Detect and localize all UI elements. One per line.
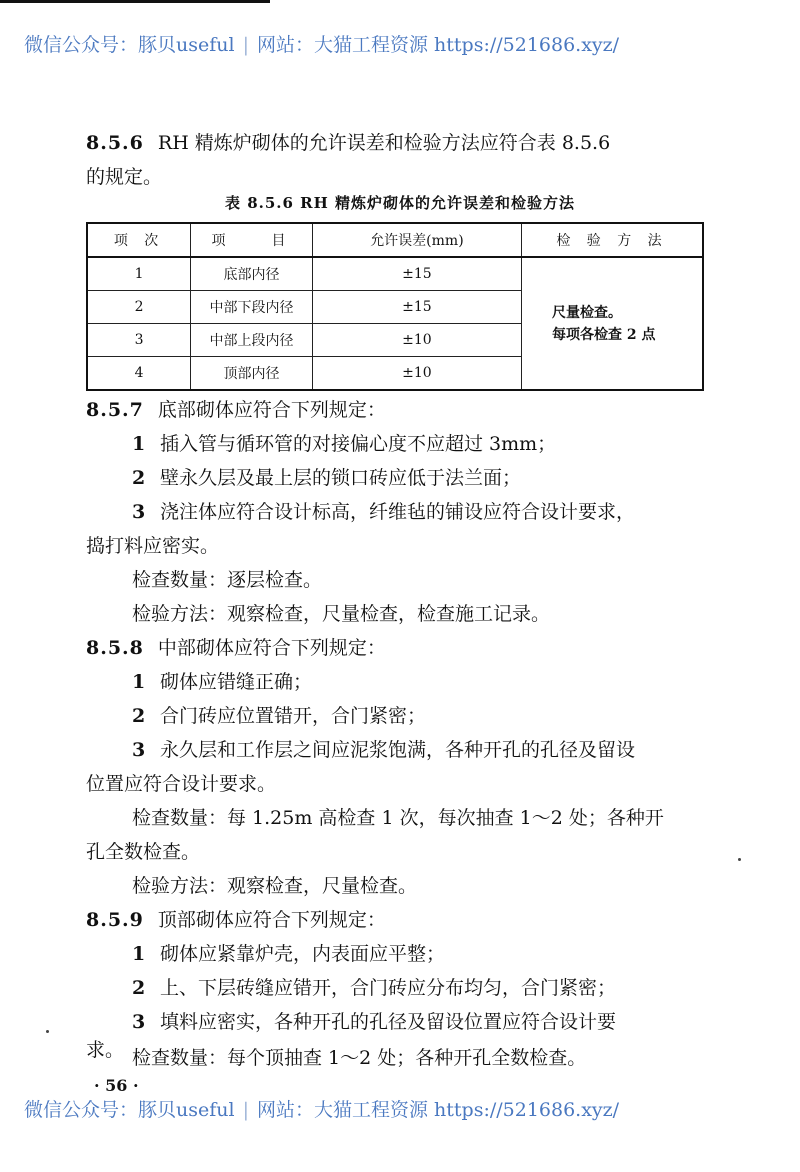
cell-tolerance: ±10	[312, 324, 521, 357]
item-number: 2	[132, 467, 146, 489]
cell-tolerance: ±10	[312, 357, 521, 391]
tolerance-table	[86, 222, 704, 391]
section-text: RH 精炼炉砌体的允许误差和检验方法应符合表 8.5.6	[157, 132, 611, 154]
list-item	[132, 500, 635, 524]
cell-tolerance: ±15	[312, 257, 521, 291]
check-quantity: 检查数量：逐层检查。	[132, 569, 323, 591]
cell-item: 底部内径	[191, 257, 313, 291]
item-number: 2	[132, 705, 146, 727]
cell-index: 2	[87, 291, 191, 324]
list-item	[132, 704, 426, 728]
cell-item: 中部上段内径	[191, 324, 313, 357]
method-line-1: 尺量检查。	[552, 304, 623, 321]
item-text: 浇注体应符合设计标高，纤维毡的铺设应符合设计要求，	[160, 501, 636, 523]
section-number: 8.5.6	[86, 132, 144, 154]
check-method: 检验方法：观察检查，尺量检查。	[132, 875, 418, 897]
check-quantity-continuation: 孔全数检查。	[86, 841, 201, 863]
section-number: 8.5.8	[86, 637, 144, 659]
watermark-header	[24, 30, 784, 57]
cell-index: 1	[87, 257, 191, 291]
item-text: 合门砖应位置错开，合门紧密；	[160, 705, 427, 727]
item-number: 1	[132, 943, 146, 965]
list-item-continuation: 位置应符合设计要求。	[86, 773, 277, 795]
section-title: 中部砌体应符合下列规定：	[157, 637, 386, 659]
watermark-wechat: 微信公众号：豚贝useful	[24, 1099, 235, 1121]
list-item	[132, 466, 521, 490]
item-text: 填料应密实，各种开孔的孔径及留设位置应符合设计要	[160, 1011, 617, 1033]
scan-speck	[738, 858, 741, 861]
section-title: 顶部砌体应符合下列规定：	[157, 909, 386, 931]
item-number: 2	[132, 977, 146, 999]
watermark-website-link[interactable]: 网站：大猫工程资源 https://521686.xyz/	[256, 34, 620, 56]
table-caption: 表 8.5.6 RH 精炼炉砌体的允许误差和检验方法	[224, 194, 576, 212]
list-item	[132, 976, 616, 1000]
item-number: 3	[132, 739, 146, 761]
check-quantity: 检查数量：每个顶抽查 1～2 处；各种开孔全数检查。	[132, 1047, 587, 1069]
section-857-heading	[86, 398, 386, 422]
header-item: 项 目	[191, 223, 313, 257]
item-number: 1	[132, 671, 146, 693]
table-row	[87, 257, 703, 291]
watermark-wechat: 微信公众号：豚贝useful	[24, 34, 235, 56]
item-text: 砌体应错缝正确；	[160, 671, 313, 693]
scan-speck	[46, 1030, 49, 1033]
cell-index: 4	[87, 357, 191, 391]
list-item-continuation: 捣打料应密实。	[86, 535, 220, 557]
cell-item: 中部下段内径	[191, 291, 313, 324]
item-text: 上、下层砖缝应错开，合门砖应分布均匀，合门紧密；	[160, 977, 617, 999]
section-856-heading	[86, 131, 610, 155]
item-number: 1	[132, 433, 146, 455]
watermark-separator: |	[242, 1099, 249, 1121]
list-item	[132, 738, 635, 762]
table-header-row	[87, 223, 703, 257]
section-title: 底部砌体应符合下列规定：	[157, 399, 386, 421]
cell-index: 3	[87, 324, 191, 357]
item-text: 壁永久层及最上层的锁口砖应低于法兰面；	[160, 467, 522, 489]
section-number: 8.5.7	[86, 399, 144, 421]
section-856-continuation: 的规定。	[86, 166, 163, 188]
check-method: 检验方法：观察检查，尺量检查，检查施工记录。	[132, 603, 551, 625]
watermark-footer	[24, 1095, 784, 1122]
item-text: 砌体应紧靠炉壳，内表面应平整；	[160, 943, 446, 965]
list-item	[132, 942, 445, 966]
list-item-continuation: 求。	[86, 1039, 125, 1061]
section-858-heading	[86, 636, 386, 660]
list-item	[132, 1010, 616, 1034]
cell-method	[522, 257, 703, 390]
cell-tolerance: ±15	[312, 291, 521, 324]
page-number: · 56 ·	[94, 1076, 139, 1095]
list-item	[132, 670, 312, 694]
list-item	[132, 432, 556, 456]
item-text: 插入管与循环管的对接偏心度不应超过 3mm；	[160, 433, 557, 455]
check-quantity: 检查数量：每 1.25m 高检查 1 次，每次抽查 1～2 处；各种开	[132, 807, 664, 829]
cell-item: 顶部内径	[191, 357, 313, 391]
item-number: 3	[132, 501, 146, 523]
watermark-website-link[interactable]: 网站：大猫工程资源 https://521686.xyz/	[256, 1099, 620, 1121]
watermark-separator: |	[242, 34, 249, 56]
section-859-heading	[86, 908, 386, 932]
header-index: 项 次	[87, 223, 191, 257]
section-number: 8.5.9	[86, 909, 144, 931]
item-text: 永久层和工作层之间应泥浆饱满，各种开孔的孔径及留设	[160, 739, 636, 761]
item-number: 3	[132, 1011, 146, 1033]
header-tolerance: 允许误差(mm)	[312, 223, 521, 257]
method-line-2: 每项各检查 2 点	[552, 326, 656, 343]
top-scan-border	[0, 0, 270, 3]
header-method: 检 验 方 法	[522, 223, 703, 257]
